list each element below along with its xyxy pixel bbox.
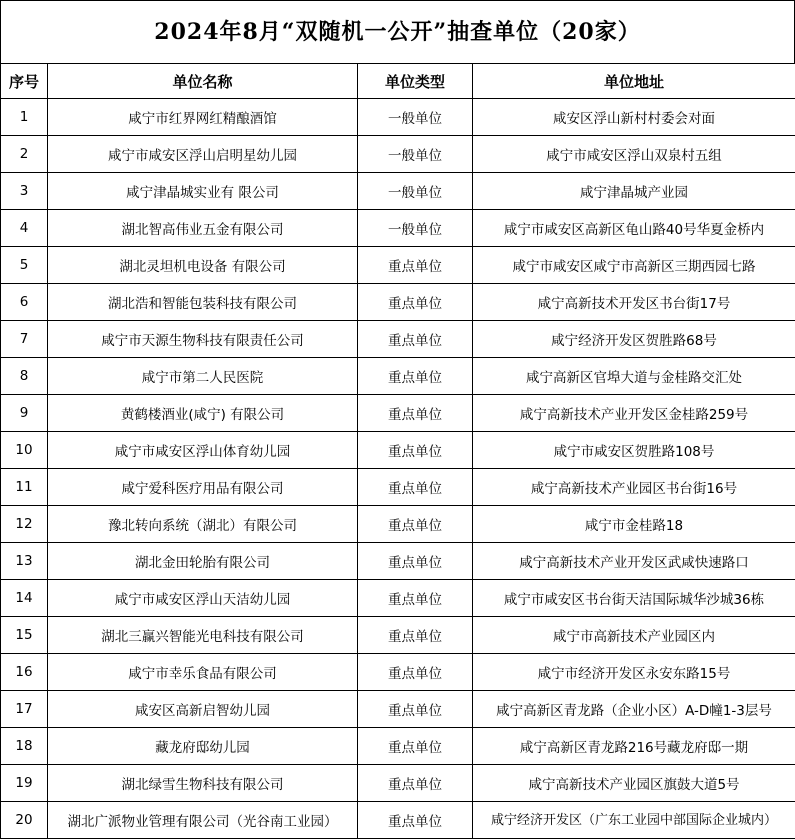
cell-seq: 5 xyxy=(1,247,48,284)
cell-name: 咸宁市天源生物科技有限责任公司 xyxy=(48,321,358,358)
cell-name: 湖北三赢兴智能光电科技有限公司 xyxy=(48,617,358,654)
cell-seq: 16 xyxy=(1,654,48,691)
cell-type: 一般单位 xyxy=(358,136,473,173)
cell-address: 咸安区浮山新村村委会对面 xyxy=(473,99,795,136)
header-name: 单位名称 xyxy=(48,64,358,99)
cell-name: 咸宁爱科医疗用品有限公司 xyxy=(48,469,358,506)
cell-seq: 17 xyxy=(1,691,48,728)
cell-name: 湖北金田轮胎有限公司 xyxy=(48,543,358,580)
table-body xyxy=(1,99,795,839)
cell-address: 咸宁高新技术产业园区旗鼓大道5号 xyxy=(473,765,795,802)
cell-seq: 15 xyxy=(1,617,48,654)
table-row xyxy=(1,395,795,432)
cell-name: 藏龙府邸幼儿园 xyxy=(48,728,358,765)
cell-name: 湖北绿雪生物科技有限公司 xyxy=(48,765,358,802)
table-row xyxy=(1,432,795,469)
cell-name: 咸宁市第二人民医院 xyxy=(48,358,358,395)
cell-address: 咸宁高新区青龙路216号藏龙府邸一期 xyxy=(473,728,795,765)
table-row xyxy=(1,802,795,839)
cell-type: 重点单位 xyxy=(358,580,473,617)
cell-address: 咸宁高新区官埠大道与金桂路交汇处 xyxy=(473,358,795,395)
cell-seq: 9 xyxy=(1,395,48,432)
cell-seq: 10 xyxy=(1,432,48,469)
cell-seq: 1 xyxy=(1,99,48,136)
cell-address: 咸宁市咸安区咸宁市高新区三期西园七路 xyxy=(473,247,795,284)
cell-name: 咸安区高新启智幼儿园 xyxy=(48,691,358,728)
table-row xyxy=(1,543,795,580)
cell-seq: 7 xyxy=(1,321,48,358)
table-row xyxy=(1,99,795,136)
header-seq: 序号 xyxy=(1,64,48,99)
cell-seq: 6 xyxy=(1,284,48,321)
cell-name: 咸宁市咸安区浮山启明星幼儿园 xyxy=(48,136,358,173)
inspection-table xyxy=(0,63,795,839)
table-row xyxy=(1,728,795,765)
table-row xyxy=(1,580,795,617)
cell-name: 湖北灵坦机电设备 有限公司 xyxy=(48,247,358,284)
table-row xyxy=(1,173,795,210)
cell-type: 重点单位 xyxy=(358,543,473,580)
cell-type: 重点单位 xyxy=(358,469,473,506)
cell-type: 一般单位 xyxy=(358,210,473,247)
cell-address: 咸宁市金桂路18 xyxy=(473,506,795,543)
cell-type: 一般单位 xyxy=(358,99,473,136)
cell-type: 重点单位 xyxy=(358,765,473,802)
cell-seq: 13 xyxy=(1,543,48,580)
cell-name: 湖北广派物业管理有限公司（光谷南工业园） xyxy=(48,802,358,839)
cell-type: 重点单位 xyxy=(358,395,473,432)
table-header-row xyxy=(1,64,795,99)
table-row xyxy=(1,210,795,247)
cell-address: 咸宁高新区青龙路（企业小区）A-D幢1-3层号 xyxy=(473,691,795,728)
cell-address: 咸宁高新技术产业开发区金桂路259号 xyxy=(473,395,795,432)
table-row xyxy=(1,136,795,173)
cell-seq: 19 xyxy=(1,765,48,802)
cell-name: 咸宁津晶城实业有 限公司 xyxy=(48,173,358,210)
cell-seq: 4 xyxy=(1,210,48,247)
cell-seq: 8 xyxy=(1,358,48,395)
cell-address: 咸宁经济开发区（广东工业园中部国际企业城内） xyxy=(473,802,795,839)
cell-address: 咸宁市咸安区浮山双泉村五组 xyxy=(473,136,795,173)
header-address: 单位地址 xyxy=(473,64,795,99)
cell-seq: 20 xyxy=(1,802,48,839)
cell-name: 咸宁市红界网红精酿酒馆 xyxy=(48,99,358,136)
cell-type: 一般单位 xyxy=(358,173,473,210)
cell-seq: 2 xyxy=(1,136,48,173)
table-row xyxy=(1,358,795,395)
cell-type: 重点单位 xyxy=(358,691,473,728)
cell-type: 重点单位 xyxy=(358,802,473,839)
cell-address: 咸宁市咸安区贺胜路108号 xyxy=(473,432,795,469)
table-row xyxy=(1,469,795,506)
cell-type: 重点单位 xyxy=(358,617,473,654)
cell-address: 咸宁市咸安区高新区龟山路40号华夏金桥内 xyxy=(473,210,795,247)
cell-type: 重点单位 xyxy=(358,506,473,543)
page-title: 2024年8月“双随机一公开”抽查单位（20家） xyxy=(0,0,795,63)
table-row xyxy=(1,284,795,321)
cell-type: 重点单位 xyxy=(358,358,473,395)
table-row xyxy=(1,506,795,543)
cell-seq: 3 xyxy=(1,173,48,210)
cell-name: 湖北智高伟业五金有限公司 xyxy=(48,210,358,247)
cell-name: 湖北浩和智能包装科技有限公司 xyxy=(48,284,358,321)
cell-address: 咸宁市经济开发区永安东路15号 xyxy=(473,654,795,691)
cell-address: 咸宁市咸安区书台街天洁国际城华沙城36栋 xyxy=(473,580,795,617)
cell-type: 重点单位 xyxy=(358,728,473,765)
cell-name: 咸宁市幸乐食品有限公司 xyxy=(48,654,358,691)
cell-address: 咸宁高新技术产业开发区武咸快速路口 xyxy=(473,543,795,580)
cell-seq: 11 xyxy=(1,469,48,506)
cell-address: 咸宁津晶城产业园 xyxy=(473,173,795,210)
table-row xyxy=(1,691,795,728)
cell-address: 咸宁高新技术开发区书台街17号 xyxy=(473,284,795,321)
cell-name: 咸宁市咸安区浮山天洁幼儿园 xyxy=(48,580,358,617)
cell-address: 咸宁市高新技术产业园区内 xyxy=(473,617,795,654)
cell-seq: 12 xyxy=(1,506,48,543)
table-row xyxy=(1,765,795,802)
table-row xyxy=(1,654,795,691)
table-row xyxy=(1,247,795,284)
cell-seq: 18 xyxy=(1,728,48,765)
cell-seq: 14 xyxy=(1,580,48,617)
cell-name: 咸宁市咸安区浮山体育幼儿园 xyxy=(48,432,358,469)
cell-name: 黄鹤楼酒业(咸宁) 有限公司 xyxy=(48,395,358,432)
cell-address: 咸宁高新技术产业园区书台街16号 xyxy=(473,469,795,506)
cell-name: 豫北转向系统（湖北）有限公司 xyxy=(48,506,358,543)
table-row xyxy=(1,617,795,654)
cell-type: 重点单位 xyxy=(358,654,473,691)
cell-type: 重点单位 xyxy=(358,321,473,358)
header-type: 单位类型 xyxy=(358,64,473,99)
table-row xyxy=(1,321,795,358)
cell-address: 咸宁经济开发区贺胜路68号 xyxy=(473,321,795,358)
cell-type: 重点单位 xyxy=(358,432,473,469)
cell-type: 重点单位 xyxy=(358,284,473,321)
cell-type: 重点单位 xyxy=(358,247,473,284)
